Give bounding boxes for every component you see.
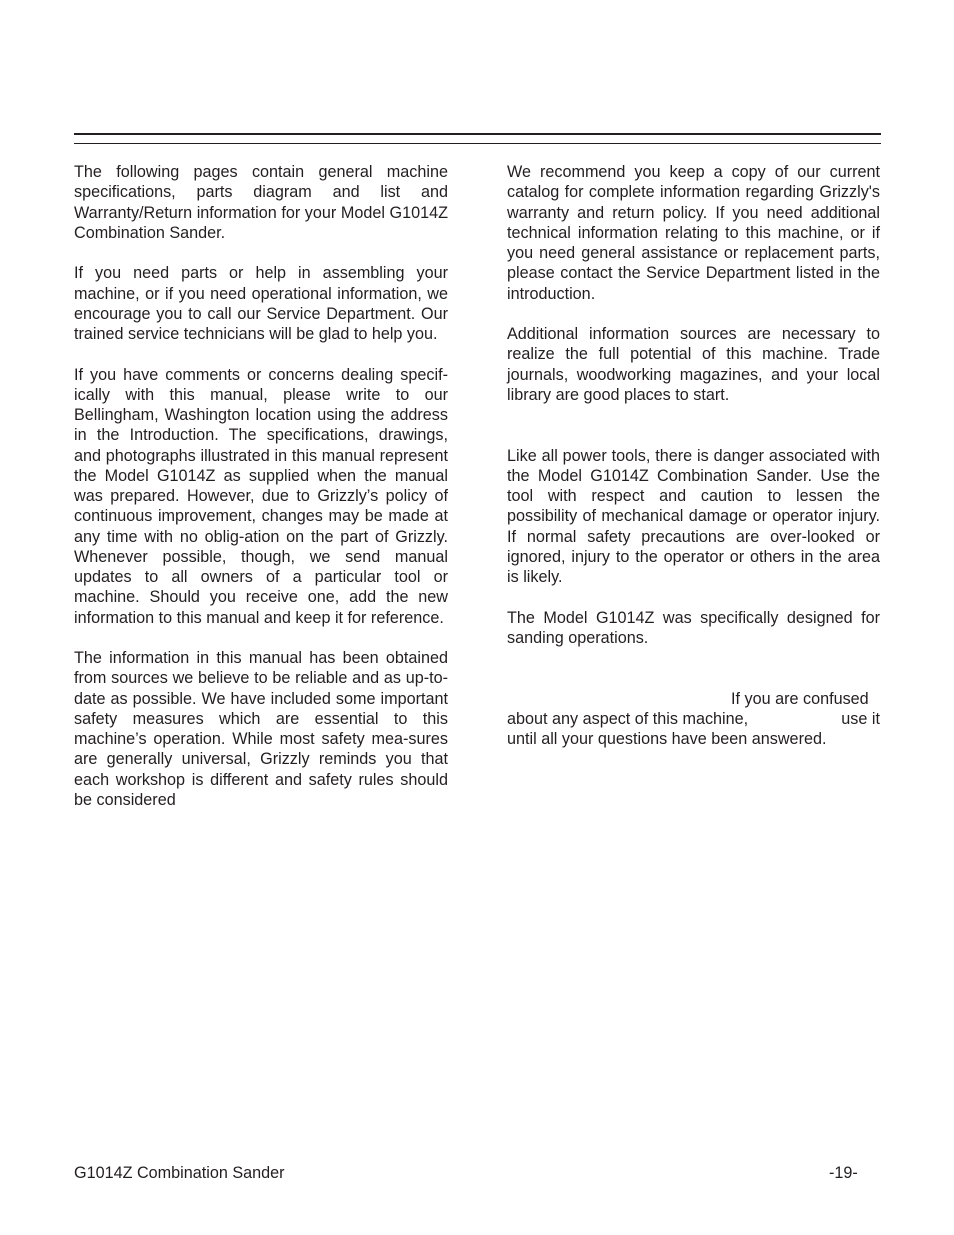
right-column xyxy=(507,162,880,749)
footer-page-number: -19- xyxy=(829,1164,858,1182)
right-paragraph-danger: Like all power tools, there is danger associated with the Model G1014Z Combination Sander. Use the tool with respect and caution to lessen the possibility of mechanical damage or operator injury. If normal safety precautions are over-looked or ignored, injury to the operator or others in the area is likely. xyxy=(507,446,880,586)
confused-line-2a: about any aspect of this machine, xyxy=(507,709,749,728)
header-rule-thin xyxy=(74,143,881,144)
left-paragraph-service-help: If you need parts or help in assembling your machine, or if you need operational information, we encourage you to call our Service Department. Our trained service technicians will be glad to help you. xyxy=(74,264,448,343)
right-paragraph-info-sources: Additional information sources are necessary to realize the full potential of this machine. Trade journals, woodworking magazines, and your local library are good places to start. xyxy=(507,325,880,404)
right-paragraph-catalog: We recommend you keep a copy of our current catalog for complete information regarding Grizzly's warranty and return policy. If you need additional technical information relating to this machine, or if you need general assistance or replacement parts, please contact the Service Department listed in the introduction. xyxy=(507,163,880,303)
confused-line-2b: use it xyxy=(841,709,880,728)
header-rule-thick xyxy=(74,133,881,135)
confused-line-2 xyxy=(507,709,880,729)
right-paragraph-intended-use: The Model G1014Z was specifically designed for sanding operations. xyxy=(507,608,880,647)
left-paragraph-safety-info: The information in this manual has been obtained from sources we believe to be reliable and as up-to-date as possible. We have included some important safety measures which are essential to this machine’s operation. While most safety mea-sures are generally universal, Grizzly reminds you that each workshop is different and safety rules should be considered xyxy=(74,649,448,809)
confused-line-1: If you are confused xyxy=(731,689,869,708)
right-paragraph-confused xyxy=(507,689,880,750)
footer-title: G1014Z Combination Sander xyxy=(74,1164,285,1182)
left-paragraph-manual-comments: If you have comments or concerns dealing specif-ically with this manual, please write to our Bellingham, Washington location using the address in the Introduction. The specifications, drawings, and photographs illustrated in this manual represent the Model G1014Z as supplied when the manual was prepared. However, due to Grizzly’s policy of continuous improvement, changes may be made at any time with no oblig-ation on the part of Grizzly. Whenever possible, though, we send manual updates to all owners of a particular tool or machine. Should you receive one, add the new information to this manual and keep it for reference. xyxy=(74,365,448,627)
left-paragraph-overview: The following pages contain general machine specifications, parts diagram and list and Warranty/Return information for your Model G1014Z Combination Sander. xyxy=(74,163,448,242)
confused-line-3: until all your questions have been answered. xyxy=(507,730,827,748)
left-column xyxy=(74,162,448,810)
